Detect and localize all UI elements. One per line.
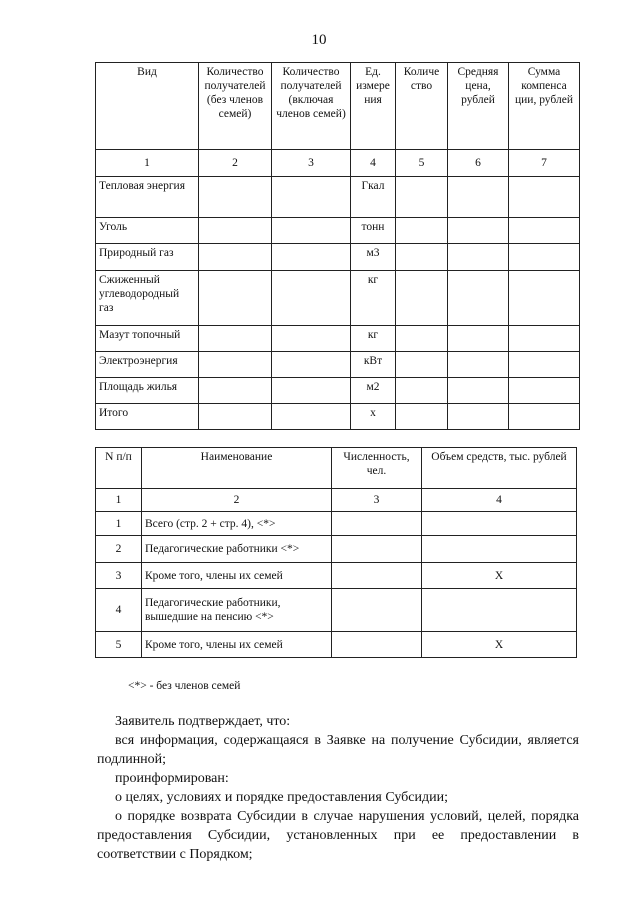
recipients-table xyxy=(95,447,577,658)
table-row xyxy=(96,512,577,536)
table-row xyxy=(96,244,580,271)
column-number: 2 xyxy=(199,150,272,177)
row-number: 3 xyxy=(96,563,142,589)
row-name: Итого xyxy=(96,404,199,430)
row-name: Педагогические работники, вышедшие на пенсию <*> xyxy=(142,589,332,632)
table-row xyxy=(96,563,577,589)
row-count xyxy=(332,512,422,536)
row-name: Электроэнергия xyxy=(96,352,199,378)
column-number: 1 xyxy=(96,489,142,512)
row-name: Тепловая энергия xyxy=(96,177,199,218)
row-amount: X xyxy=(422,563,577,589)
column-number: 1 xyxy=(96,150,199,177)
footnote: <*> - без членов семей xyxy=(128,680,241,692)
column-number: 5 xyxy=(396,150,448,177)
row-unit: кг xyxy=(351,271,396,326)
table-row xyxy=(96,352,580,378)
row-name: Всего (стр. 2 + стр. 4), <*> xyxy=(142,512,332,536)
row-number: 1 xyxy=(96,512,142,536)
column-number: 4 xyxy=(351,150,396,177)
row-count xyxy=(332,589,422,632)
table-header-row xyxy=(96,63,580,150)
row-name: Педагогические работники <*> xyxy=(142,536,332,563)
row-amount xyxy=(422,536,577,563)
header-cell: Количество получателей (без членов семей) xyxy=(199,63,272,150)
row-amount xyxy=(422,589,577,632)
row-name: Природный газ xyxy=(96,244,199,271)
declaration-text xyxy=(97,712,579,864)
column-number: 7 xyxy=(509,150,580,177)
header-cell: Вид xyxy=(96,63,199,150)
header-cell: Наименование xyxy=(142,448,332,489)
header-cell: Сумма компенса ции, рублей xyxy=(509,63,580,150)
header-cell: Количе ство xyxy=(396,63,448,150)
column-number: 6 xyxy=(448,150,509,177)
row-name: Кроме того, члены их семей xyxy=(142,563,332,589)
column-number-row xyxy=(96,150,580,177)
paragraph: проинформирован: xyxy=(115,771,229,786)
column-number: 3 xyxy=(272,150,351,177)
table-row xyxy=(96,326,580,352)
paragraph: о порядке возврата Субсидии в случае нарушения условий, целей, порядка предоставления Субсидии, установленных при ее предоставлении в соответствии с Порядком; xyxy=(97,809,579,862)
row-number: 5 xyxy=(96,632,142,658)
header-cell: N п/п xyxy=(96,448,142,489)
row-unit: х xyxy=(351,404,396,430)
row-name: Кроме того, члены их семей xyxy=(142,632,332,658)
paragraph: Заявитель подтверждает, что: xyxy=(115,714,291,729)
table-header-row xyxy=(96,448,577,489)
row-count xyxy=(332,632,422,658)
header-cell: Объем средств, тыс. рублей xyxy=(422,448,577,489)
row-unit: Гкал xyxy=(351,177,396,218)
table-row xyxy=(96,536,577,563)
row-unit: тонн xyxy=(351,218,396,244)
header-cell: Количество получателей (включая членов семей) xyxy=(272,63,351,150)
header-cell: Средняя цена, рублей xyxy=(448,63,509,150)
table-row xyxy=(96,589,577,632)
table-row xyxy=(96,404,580,430)
row-unit: м3 xyxy=(351,244,396,271)
column-number-row xyxy=(96,489,577,512)
table-row xyxy=(96,218,580,244)
row-number: 4 xyxy=(96,589,142,632)
row-name: Сжиженный углеводородный газ xyxy=(96,271,199,326)
column-number: 3 xyxy=(332,489,422,512)
paragraph: о целях, условиях и порядке предоставления Субсидии; xyxy=(115,790,448,805)
row-amount: X xyxy=(422,632,577,658)
table-row xyxy=(96,378,580,404)
page-number: 10 xyxy=(311,32,327,48)
row-name: Уголь xyxy=(96,218,199,244)
row-number: 2 xyxy=(96,536,142,563)
table-row xyxy=(96,632,577,658)
row-unit: м2 xyxy=(351,378,396,404)
row-count xyxy=(332,536,422,563)
paragraph: вся информация, содержащаяся в Заявке на получение Субсидии, является подлинной; xyxy=(97,733,579,767)
column-number: 4 xyxy=(422,489,577,512)
row-count xyxy=(332,563,422,589)
compensation-table xyxy=(95,62,580,430)
table-row xyxy=(96,177,580,218)
row-name: Мазут топочный xyxy=(96,326,199,352)
header-cell: Ед. измере ния xyxy=(351,63,396,150)
column-number: 2 xyxy=(142,489,332,512)
row-unit: кг xyxy=(351,326,396,352)
table-row xyxy=(96,271,580,326)
row-name: Площадь жилья xyxy=(96,378,199,404)
row-unit: кВт xyxy=(351,352,396,378)
header-cell: Численность, чел. xyxy=(332,448,422,489)
row-amount xyxy=(422,512,577,536)
